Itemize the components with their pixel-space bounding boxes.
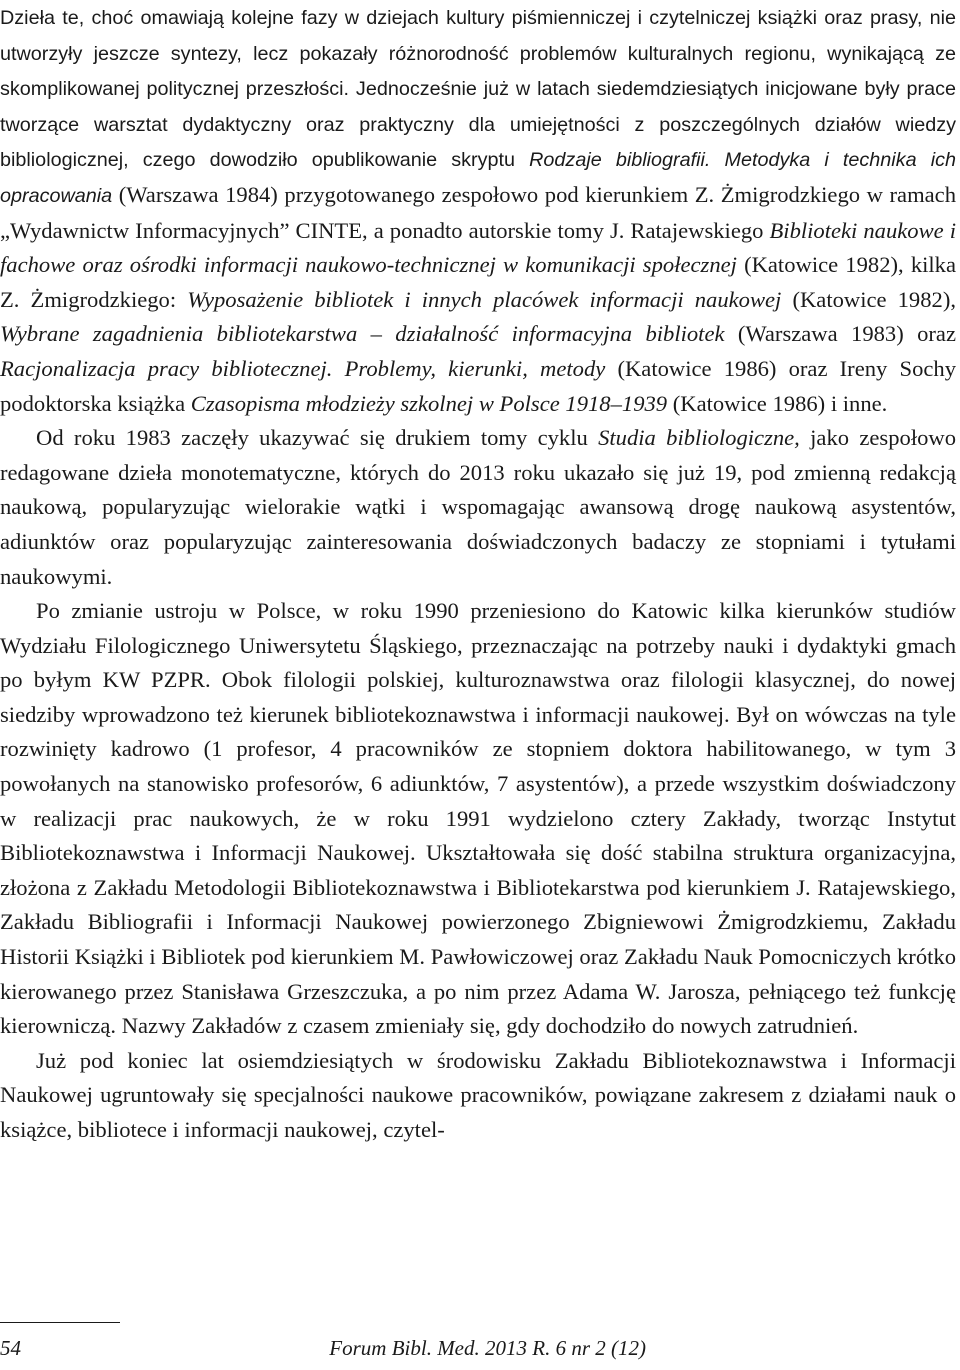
paragraph-3: Po zmianie ustroju w Polsce, w roku 1990 przeniesiono do Katowic kilka kierunków studiów Wydziału Filologicznego Uniwersytetu Śląskiego, przeznaczając na potrzeby nauki i dydaktyki gmach po byłym KW PZPR. Obok filologii polskiej, kulturoznawstwa oraz filologii klasycznej, do nowej siedziby wprowadzono też kierunek bibliotekoznawstwa i informacji naukowej. Był on wówczas na tyle rozwinięty kadrowo (1 profesor, 4 pracowników ze stopniem doktora habilitowanego, w tym 3 powołanych na stanowisko profesorów, 6 adiunktów, 7 asystentów), a przede wszystkim doświadczony w realizacji prac naukowych, że w roku 1991 wydzielono cztery Zakłady, tworząc Instytut Bibliotekoznawstwa i Informacji Naukowej. Ukształtowała się dość stabilna struktura organizacyjna, złożona z Zakładu Metodologii Bibliotekoznawstwa i Bibliotekarstwa pod kierunkiem J. Ratajewskiego, Zakładu Bibliografii i Informacji Naukowej powierzonego Zbigniewowi Żmigrodzkiemu, Zakładu Historii Książki i Bibliotek pod kierunkiem M. Pawłowiczowej oraz Zakładu Nauk Pomocniczych krótko kierowanego przez Stanisława Grzeszczuka, a po nim przez Adama W. Jarosza, pełniącego też funkcję kierowniczą. Nazwy Zakładów z czasem zmieniały się, gdy dochodziło do nowych zatrudnień. <box>0 598 956 1039</box>
footer-rule <box>0 1322 120 1323</box>
paragraph-4: Już pod koniec lat osiemdziesiątych w środowisku Zakładu Bibliotekoznawstwa i Informacji Naukowej ugruntowały się specjalności naukowe pracowników, powiązane zakresem z działami nauk o książce, bibliotece i informacji naukowej, czytel- <box>0 1047 956 1142</box>
paragraph-1: Dzieła te, choć omawiają kolejne fazy w dziejach kultury piśmienniczej i czytelniczej książki oraz prasy, nie utworzyły jeszcze syntezy, lecz pokazały różnorodność problemów kulturalnych regionu, wynikającą ze skomplikowanej politycznej przeszłości. Jednocześnie już w latach siedemdziesiątych inicjowane były prace tworzące warsztat dydaktyczny oraz praktyczny dla umiejętności z poszczególnych działów wiedzy bibliologicznej, czego dowodziło opublikowanie skryptu Rodzaje bibliografii. Metodyka i technika ich opracowania (Warszawa 1984) przygotowanego zespołowo pod kierunkiem Z. Żmigrodzkiego w ramach „Wydawnictw Informacyjnych” CINTE, a ponadto autorskie tomy J. Ratajewskiego Biblioteki naukowe i fachowe oraz ośrodki informacji naukowo-technicznej w komunikacji społecznej (Katowice 1982), kilka Z. Żmigrodzkiego: Wyposażenie bibliotek i innych placówek informacji naukowej (Katowice 1982), Wybrane zagadnienia bibliotekarstwa – działalność informacyjna bibliotek (Warszawa 1983) oraz Racjonalizacja pracy bibliotecznej. Problemy, kierunki, metody (Katowice 1986) oraz Ireny Sochy podoktorska książka Czasopisma młodzieży szkolnej w Polsce 1918–1939 (Katowice 1986) i inne. <box>0 7 956 416</box>
journal-citation: Forum Bibl. Med. 2013 R. 6 nr 2 (12) <box>329 1336 646 1360</box>
page-number: 54 <box>0 1336 21 1360</box>
paragraph-2: Od roku 1983 zaczęły ukazywać się drukiem tomy cyklu Studia bibliologiczne, jako zespołowo redagowane dzieła monotematyczne, których do 2013 roku ukazało się już 19, pod zmienną redakcją naukową, popularyzując wielorakie wątki i wspomagając awansową drogę naukową asystentów, adiunktów oraz popularyzując zainteresowania doświadczonych badaczy ze stopniami i tytułami naukowymi. <box>0 425 957 589</box>
sans-run: Dzieła te, choć omawiają kolejne fazy w dziejach kultury piśmienniczej i czytelniczej książki oraz prasy, nie utworzyły jeszcze syntezy, lecz pokazały różnorodność problemów kulturalnych regionu, wynikającą ze skomplikowanej politycznej przeszłości. Jednocześnie już w latach siedemdziesiątych inicjowane były prace tworzące warsztat dydaktyczny oraz praktyczny dla umiejętności z poszczególnych działów wiedzy bibliologicznej, czego dowodziło opublikowanie skryptu Rodzaje bibliografii. Metodyka i technika ich opracowania <box>0 7 956 207</box>
page-footer <box>0 1336 960 1366</box>
